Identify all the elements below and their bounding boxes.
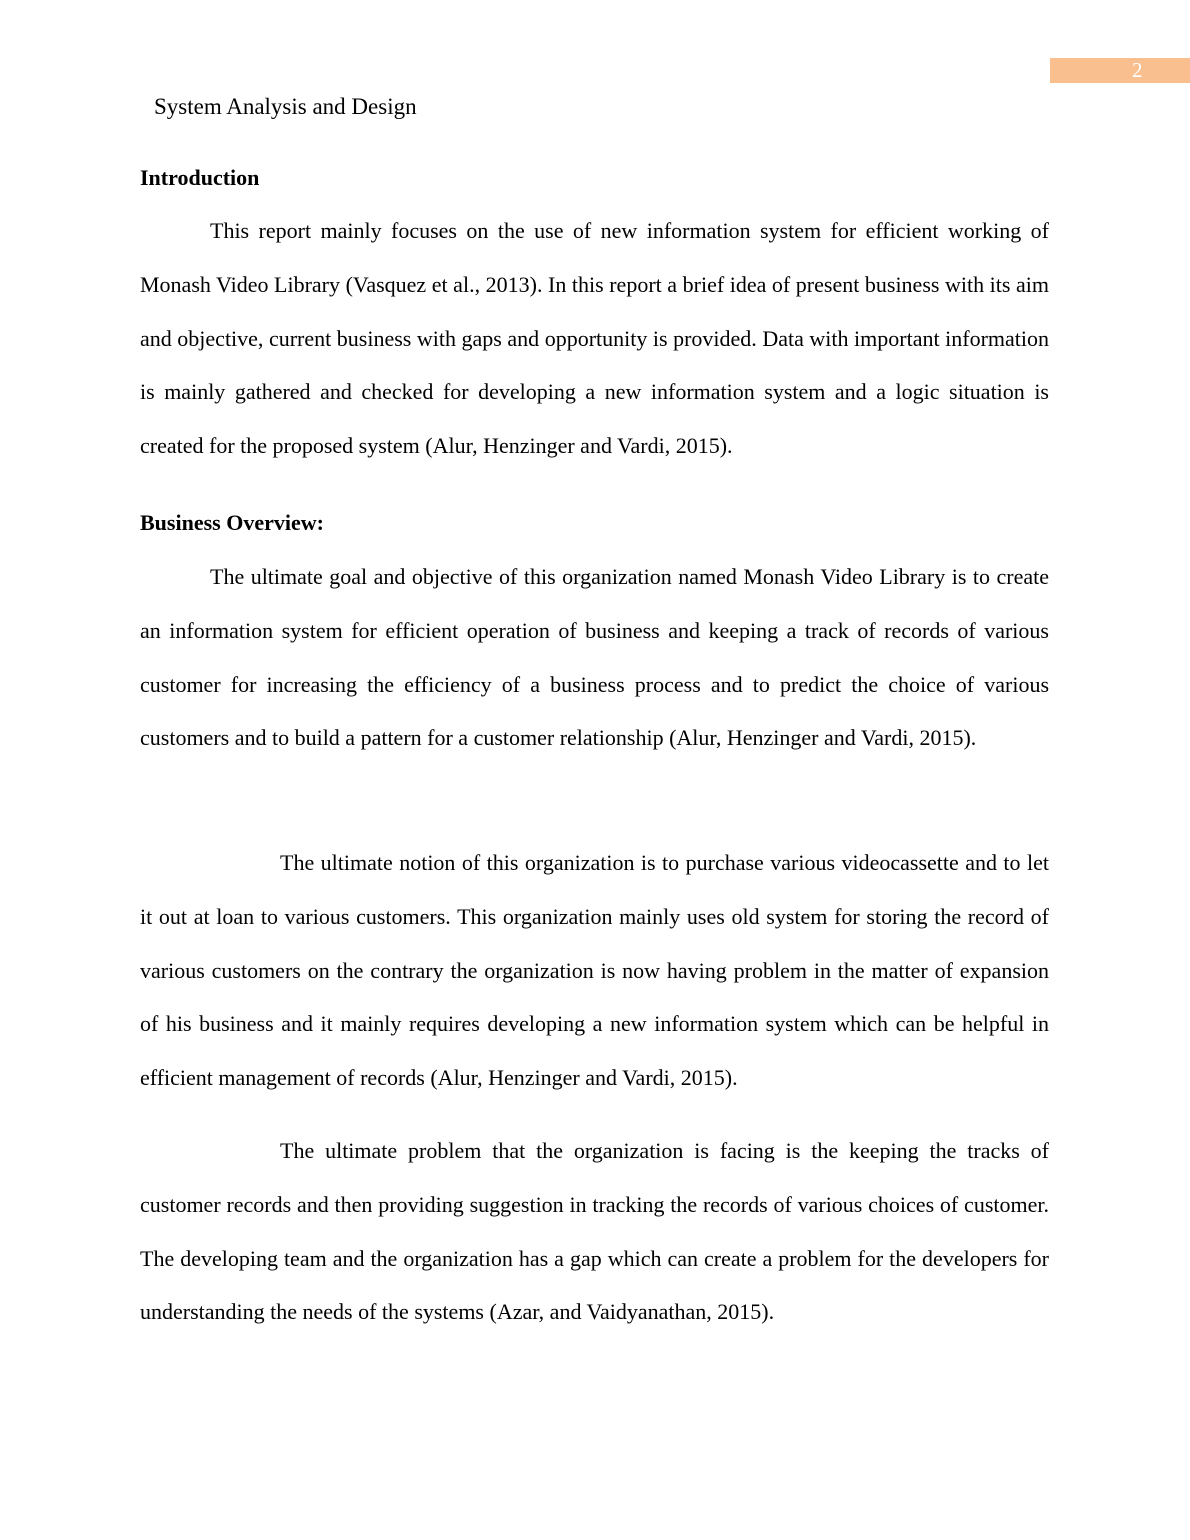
paragraph-introduction: This report mainly focuses on the use of new information system for efficient working of Monash Video Library (Vasquez et al., 2013). In this report a brief idea of present business with its aim and objective, current business with gaps and opportunity is provided. Data with important information is mainly gathered and checked for developing a new information system and a logic situation is created for the proposed system (Alur, Henzinger and Vardi, 2015). bbox=[140, 218, 1049, 459]
heading-business-overview: Business Overview: bbox=[140, 510, 324, 535]
paragraph-business-notion: The ultimate notion of this organization is to purchase various videocassette and to let it out at loan to various customers. This organization mainly uses old system for storing the record of various customers on the contrary the organization is now having problem in the matter of expansion of his business and it mainly requires developing a new information system which can be helpful in efficient management of records (Alur, Henzinger and Vardi, 2015). bbox=[140, 850, 1049, 1091]
page-number: 2 bbox=[1132, 58, 1143, 82]
paragraph-business-problem: The ultimate problem that the organization is facing is the keeping the tracks of customer records and then providing suggestion in tracking the records of various choices of customer. The developing team and the organization has a gap which can create a problem for the developers for understanding the needs of the systems (Azar, and Vaidyanathan, 2015). bbox=[140, 1138, 1049, 1325]
running-head: System Analysis and Design bbox=[154, 94, 417, 119]
heading-introduction: Introduction bbox=[140, 165, 260, 190]
page-number-box bbox=[1050, 58, 1190, 83]
paragraph-business-goal: The ultimate goal and objective of this organization named Monash Video Library is to create an information system for efficient operation of business and keeping a track of records of various customer for increasing the efficiency of a business process and to predict the choice of various customers and to build a pattern for a customer relationship (Alur, Henzinger and Vardi, 2015). bbox=[140, 564, 1049, 751]
